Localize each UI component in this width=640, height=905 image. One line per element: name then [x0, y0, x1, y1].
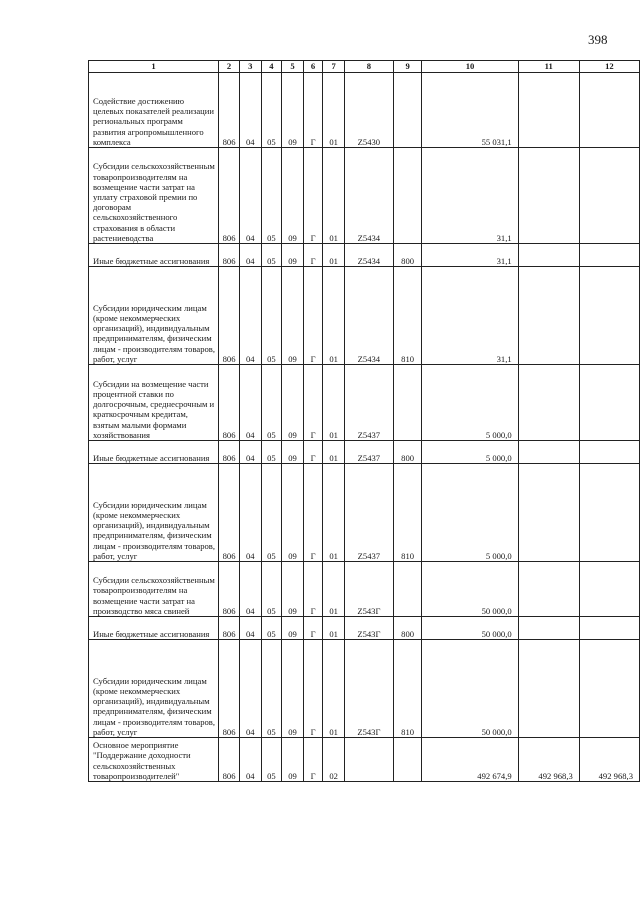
- row-name: Иные бюджетные ассигнования: [89, 617, 219, 640]
- cell-col-4: 05: [261, 562, 282, 617]
- row-name: Основное мероприятие "Поддержание доходности сельскохозяйственных товаропроизводителей": [89, 738, 219, 782]
- cell-col-8: Z5434: [344, 267, 393, 365]
- header-col-6: 6: [303, 61, 323, 73]
- cell-col-4: 05: [261, 640, 282, 738]
- cell-col-11: [518, 73, 579, 148]
- cell-col-3: 04: [239, 464, 261, 562]
- cell-col-9: [393, 148, 421, 244]
- header-col-1: 1: [89, 61, 219, 73]
- header-col-8: 8: [344, 61, 393, 73]
- cell-col-5: 09: [282, 148, 304, 244]
- cell-col-5: 09: [282, 640, 304, 738]
- cell-col-11: [518, 365, 579, 441]
- cell-col-7: 01: [323, 365, 345, 441]
- cell-col-2: 806: [219, 562, 240, 617]
- cell-col-10: 5 000,0: [422, 464, 518, 562]
- cell-col-6: Г: [303, 267, 323, 365]
- cell-col-2: 806: [219, 738, 240, 782]
- table-row: [89, 244, 640, 267]
- cell-col-6: Г: [303, 73, 323, 148]
- cell-col-4: 05: [261, 148, 282, 244]
- cell-col-6: Г: [303, 244, 323, 267]
- cell-col-4: 05: [261, 365, 282, 441]
- cell-col-7: 01: [323, 267, 345, 365]
- header-col-9: 9: [393, 61, 421, 73]
- table-row: [89, 148, 640, 244]
- cell-col-9: 810: [393, 267, 421, 365]
- cell-col-6: Г: [303, 738, 323, 782]
- cell-col-2: 806: [219, 464, 240, 562]
- cell-col-12: [579, 640, 639, 738]
- cell-col-7: 01: [323, 148, 345, 244]
- table-row: [89, 267, 640, 365]
- cell-col-8: Z5434: [344, 148, 393, 244]
- cell-col-8: Z543Г: [344, 617, 393, 640]
- table-row: [89, 562, 640, 617]
- row-name: Субсидии сельскохозяйственным товаропроизводителям на возмещение части затрат на производство мяса свиней: [89, 562, 219, 617]
- cell-col-5: 09: [282, 738, 304, 782]
- cell-col-7: 01: [323, 617, 345, 640]
- cell-col-8: Z5434: [344, 244, 393, 267]
- cell-col-3: 04: [239, 441, 261, 464]
- row-name: Субсидии юридическим лицам (кроме некоммерческих организаций), индивидуальным предпринимателям, физическим лицам - производителям товаров, работ, услуг: [89, 464, 219, 562]
- header-col-2: 2: [219, 61, 240, 73]
- cell-col-2: 806: [219, 617, 240, 640]
- cell-col-7: 02: [323, 738, 345, 782]
- row-name: Субсидии юридическим лицам (кроме некоммерческих организаций), индивидуальным предпринимателям, физическим лицам - производителям товаров, работ, услуг: [89, 267, 219, 365]
- cell-col-5: 09: [282, 365, 304, 441]
- table-row: [89, 464, 640, 562]
- cell-col-10: 50 000,0: [422, 617, 518, 640]
- cell-col-10: 5 000,0: [422, 441, 518, 464]
- row-name: Иные бюджетные ассигнования: [89, 244, 219, 267]
- cell-col-5: 09: [282, 562, 304, 617]
- cell-col-9: 810: [393, 464, 421, 562]
- header-col-4: 4: [261, 61, 282, 73]
- row-name: Содействие достижению целевых показателей реализации региональных программ развития агропромышленного комплекса: [89, 73, 219, 148]
- header-col-11: 11: [518, 61, 579, 73]
- header-col-5: 5: [282, 61, 304, 73]
- cell-col-3: 04: [239, 267, 261, 365]
- table-row: [89, 738, 640, 782]
- cell-col-6: Г: [303, 441, 323, 464]
- cell-col-6: Г: [303, 617, 323, 640]
- header-col-3: 3: [239, 61, 261, 73]
- row-name: Иные бюджетные ассигнования: [89, 441, 219, 464]
- cell-col-3: 04: [239, 617, 261, 640]
- cell-col-11: [518, 441, 579, 464]
- cell-col-9: [393, 738, 421, 782]
- cell-col-9: 800: [393, 244, 421, 267]
- cell-col-4: 05: [261, 73, 282, 148]
- cell-col-12: [579, 244, 639, 267]
- cell-col-10: 31,1: [422, 267, 518, 365]
- cell-col-3: 04: [239, 73, 261, 148]
- cell-col-4: 05: [261, 617, 282, 640]
- table-row: [89, 73, 640, 148]
- cell-col-12: [579, 365, 639, 441]
- row-name: Субсидии сельскохозяйственным товаропроизводителям на возмещение части затрат на уплату страховой премии по договорам сельскохозяйственного страхования в области растениеводства: [89, 148, 219, 244]
- cell-col-4: 05: [261, 267, 282, 365]
- cell-col-2: 806: [219, 244, 240, 267]
- cell-col-12: 492 968,3: [579, 738, 639, 782]
- cell-col-11: [518, 464, 579, 562]
- cell-col-8: Z543Г: [344, 562, 393, 617]
- row-name: Субсидии на возмещение части процентной ставки по долгосрочным, среднесрочным и краткосрочным кредитам, взятым малыми формами хозяйствования: [89, 365, 219, 441]
- page-number: 398: [588, 32, 608, 47]
- cell-col-3: 04: [239, 244, 261, 267]
- cell-col-5: 09: [282, 441, 304, 464]
- cell-col-9: [393, 73, 421, 148]
- header-row: [89, 61, 640, 73]
- table-row: [89, 617, 640, 640]
- cell-col-5: 09: [282, 267, 304, 365]
- header-col-10: 10: [422, 61, 518, 73]
- cell-col-8: Z5437: [344, 365, 393, 441]
- cell-col-7: 01: [323, 244, 345, 267]
- budget-table: [88, 60, 640, 782]
- cell-col-7: 01: [323, 73, 345, 148]
- cell-col-7: 01: [323, 562, 345, 617]
- cell-col-12: [579, 267, 639, 365]
- cell-col-7: 01: [323, 441, 345, 464]
- cell-col-3: 04: [239, 738, 261, 782]
- cell-col-3: 04: [239, 562, 261, 617]
- row-name: Субсидии юридическим лицам (кроме некоммерческих организаций), индивидуальным предпринимателям, физическим лицам - производителям товаров, работ, услуг: [89, 640, 219, 738]
- cell-col-2: 806: [219, 267, 240, 365]
- header-col-7: 7: [323, 61, 345, 73]
- cell-col-8: [344, 738, 393, 782]
- cell-col-4: 05: [261, 441, 282, 464]
- table-row: [89, 441, 640, 464]
- cell-col-2: 806: [219, 148, 240, 244]
- cell-col-8: Z5430: [344, 73, 393, 148]
- cell-col-11: [518, 267, 579, 365]
- cell-col-2: 806: [219, 640, 240, 738]
- cell-col-6: Г: [303, 148, 323, 244]
- cell-col-10: 492 674,9: [422, 738, 518, 782]
- cell-col-3: 04: [239, 148, 261, 244]
- cell-col-3: 04: [239, 640, 261, 738]
- cell-col-7: 01: [323, 464, 345, 562]
- table-row: [89, 365, 640, 441]
- cell-col-12: [579, 73, 639, 148]
- cell-col-11: [518, 148, 579, 244]
- cell-col-10: 31,1: [422, 244, 518, 267]
- cell-col-12: [579, 464, 639, 562]
- cell-col-8: Z5437: [344, 441, 393, 464]
- cell-col-10: 31,1: [422, 148, 518, 244]
- cell-col-12: [579, 617, 639, 640]
- cell-col-4: 05: [261, 738, 282, 782]
- cell-col-6: Г: [303, 640, 323, 738]
- cell-col-10: 55 031,1: [422, 73, 518, 148]
- cell-col-9: 800: [393, 441, 421, 464]
- cell-col-9: [393, 365, 421, 441]
- header-col-12: 12: [579, 61, 639, 73]
- cell-col-4: 05: [261, 244, 282, 267]
- cell-col-2: 806: [219, 365, 240, 441]
- cell-col-9: 810: [393, 640, 421, 738]
- cell-col-10: 50 000,0: [422, 562, 518, 617]
- cell-col-10: 50 000,0: [422, 640, 518, 738]
- cell-col-6: Г: [303, 464, 323, 562]
- cell-col-12: [579, 562, 639, 617]
- cell-col-8: Z543Г: [344, 640, 393, 738]
- cell-col-11: [518, 562, 579, 617]
- cell-col-3: 04: [239, 365, 261, 441]
- cell-col-12: [579, 441, 639, 464]
- cell-col-5: 09: [282, 617, 304, 640]
- cell-col-6: Г: [303, 365, 323, 441]
- cell-col-5: 09: [282, 244, 304, 267]
- cell-col-2: 806: [219, 73, 240, 148]
- cell-col-9: [393, 562, 421, 617]
- cell-col-7: 01: [323, 640, 345, 738]
- cell-col-6: Г: [303, 562, 323, 617]
- cell-col-11: 492 968,3: [518, 738, 579, 782]
- cell-col-8: Z5437: [344, 464, 393, 562]
- cell-col-12: [579, 148, 639, 244]
- cell-col-2: 806: [219, 441, 240, 464]
- cell-col-5: 09: [282, 464, 304, 562]
- cell-col-10: 5 000,0: [422, 365, 518, 441]
- cell-col-9: 800: [393, 617, 421, 640]
- cell-col-4: 05: [261, 464, 282, 562]
- table-row: [89, 640, 640, 738]
- cell-col-5: 09: [282, 73, 304, 148]
- cell-col-11: [518, 617, 579, 640]
- cell-col-11: [518, 640, 579, 738]
- cell-col-11: [518, 244, 579, 267]
